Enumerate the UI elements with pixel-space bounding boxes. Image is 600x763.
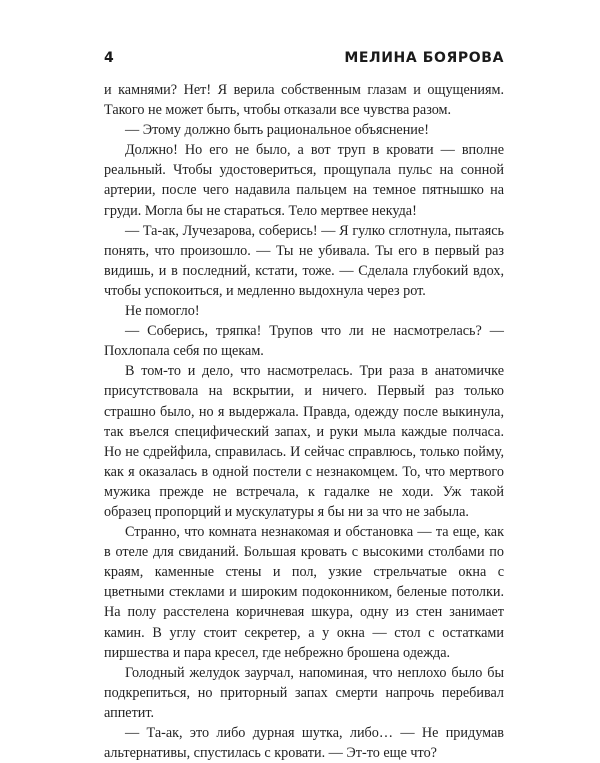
body-text: [104, 80, 504, 763]
paragraph: Голодный желудок заурчал, напоминая, что неплохо было бы подкрепиться, но приторный запах смерти напрочь перебивал аппетит.: [104, 664, 504, 721]
page-number: 4: [104, 50, 114, 66]
paragraph: — Этому должно быть рациональное объяснение!: [125, 122, 429, 139]
author-name: МЕЛИНА БОЯРОВА: [344, 50, 504, 66]
paragraph: — Соберись, тряпка! Трупов что ли не насмотрелась? — Похлопала себя по щекам.: [104, 323, 504, 360]
paragraph: и камнями? Нет! Я верила собственным глазам и ощущениям. Такого не может быть, чтобы отказали все чувства разом.: [104, 82, 504, 119]
paragraph: Не помогло!: [125, 303, 200, 320]
paragraph: Должно! Но его не было, а вот труп в кровати — вполне реальный. Чтобы удостовериться, прощупала пульс на сонной артерии, после чего надавила пальцем на темное пятнышко на груди. Могла бы не стараться. Тело мертвее некуда!: [104, 142, 504, 219]
paragraph: В том-то и дело, что насмотрелась. Три раза в анатомичке присутствовала на вскрытии, и ничего. Первый раз только страшно было, но я выдержала. Правда, одежду после выкинула, так въелся специфический запах, и руки мыла каждые полчаса. Но не сдрейфила, справилась. И сейчас справлюсь, только пойму, как я оказалась в одной постели с незнакомцем. То, что мертвого мужика прежде не встречала, к гадалке не ходи. Уж такой образец пропорций и мускулатуры я бы ни за что не забыла.: [104, 363, 504, 520]
paragraph: Странно, что комната незнакомая и обстановка — та еще, как в отеле для свиданий. Большая кровать с высокими столбами по краям, каменные стены и пол, узкие стрельчатые окна с цветными стеклами и широким подоконником, беленые потолки. На полу расстелена коричневая шкура, одну из стен занимает камин. В углу стоит секретер, а у окна — стол с остатками пиршества и пара кресел, где небрежно брошена одежда.: [104, 524, 504, 661]
paragraph: — Та-ак, Лучезарова, соберись! — Я гулко сглотнула, пытаясь понять, что произошло. — Ты не убивала. Ты его в первый раз видишь, и в последний, кстати, тоже. — Сделала глубокий вдох, чтобы успокоиться, и медленно выдохнула через рот.: [104, 222, 504, 299]
paragraph: — Та-ак, это либо дурная шутка, либо… — Не придумав альтернативы, спустилась с кровати. — Эт-то еще что?: [104, 725, 504, 762]
running-head: [104, 50, 504, 72]
